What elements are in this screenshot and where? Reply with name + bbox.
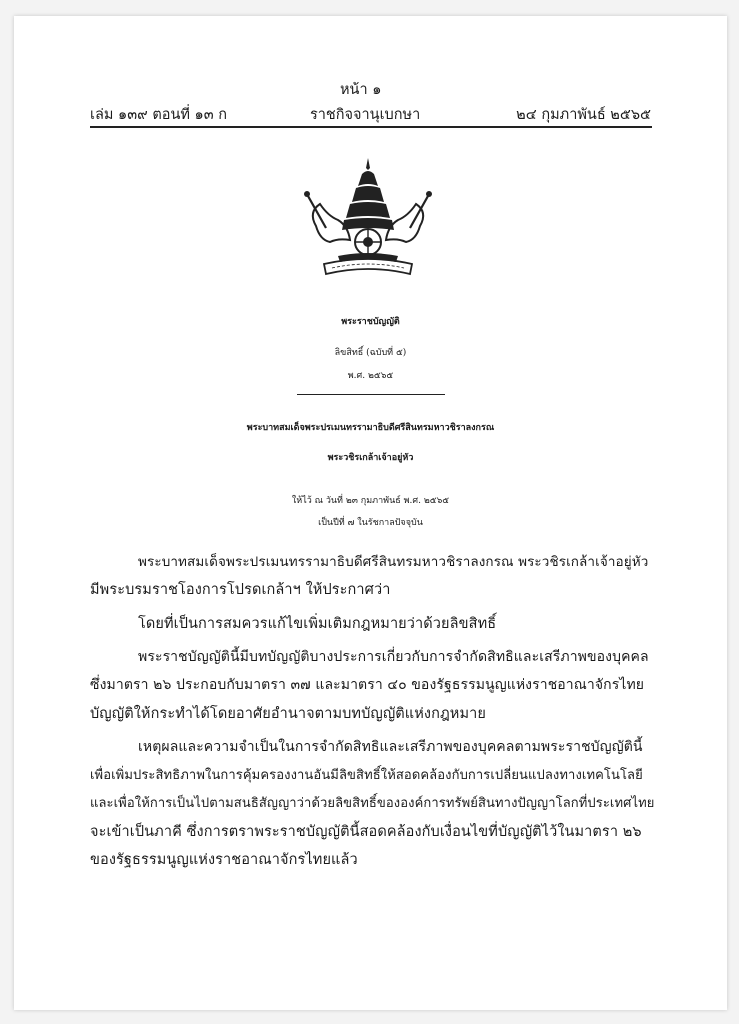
gazette-date: ๒๔ กุมภาพันธ์ ๒๕๖๕ <box>516 107 651 123</box>
document-page <box>14 16 727 1010</box>
paragraph-4-line-2: เพื่อเพิ่มประสิทธิภาพในการคุ้มครองงานอันมีลิขสิทธิ์ให้สอดคล้องกับการเปลี่ยนแปลงทางเทคโนโลยี <box>90 768 643 783</box>
act-year: พ.ศ. ๒๕๖๕ <box>347 371 394 381</box>
paragraph-3-line-3: บัญญัติให้กระทำได้โดยอาศัยอำนาจตามบทบัญญัติแห่งกฎหมาย <box>90 706 486 722</box>
given-date: ให้ไว้ ณ วันที่ ๒๓ กุมภาพันธ์ พ.ศ. ๒๕๖๕ <box>291 496 450 506</box>
king-name-line-2: พระวชิรเกล้าเจ้าอยู่หัว <box>327 453 414 463</box>
paragraph-4-line-5: ของรัฐธรรมนูญแห่งราชอาณาจักรไทยแล้ว <box>90 852 358 868</box>
reign-year: เป็นปีที่ ๗ ในรัชกาลปัจจุบัน <box>318 518 423 528</box>
paragraph-3-line-2: ซึ่งมาตรา ๒๖ ประกอบกับมาตรา ๓๗ และมาตรา ๔๐ ของรัฐธรรมนูญแห่งราชอาณาจักรไทย <box>90 677 645 693</box>
gazette-publication: ราชกิจจานุเบกษา <box>310 107 421 123</box>
king-name-line-1: พระบาทสมเด็จพระปรเมนทรรามาธิบดีศรีสินทรมหาวชิราลงกรณ <box>246 423 495 433</box>
paragraph-4-line-4: จะเข้าเป็นภาคี ซึ่งการตราพระราชบัญญัตินี้สอดคล้องกับเงื่อนไขที่บัญญัติไว้ในมาตรา ๒๖ <box>90 824 642 840</box>
paragraph-3-line-1: พระราชบัญญัตินี้มีบทบัญญัติบางประการเกี่ยวกับการจำกัดสิทธิและเสรีภาพของบุคคล <box>138 649 649 665</box>
page-number: หน้า ๑ <box>340 82 382 98</box>
title-rule <box>297 394 445 395</box>
act-title: พระราชบัญญัติ <box>341 317 400 327</box>
paragraph-2: โดยที่เป็นการสมควรแก้ไขเพิ่มเติมกฎหมายว่าด้วยลิขสิทธิ์ <box>138 616 497 632</box>
royal-garuda-emblem-icon <box>298 156 438 276</box>
paragraph-4-line-3: และเพื่อให้การเป็นไปตามสนธิสัญญาว่าด้วยลิขสิทธิ์ขององค์การทรัพย์สินทางปัญญาโลกที่ประเทศไทย <box>90 796 655 811</box>
act-name: ลิขสิทธิ์ (ฉบับที่ ๕) <box>334 348 407 358</box>
paragraph-1-line-2: มีพระบรมราชโองการโปรดเกล้าฯ ให้ประกาศว่า <box>90 582 391 598</box>
header-rule <box>90 126 652 128</box>
paragraph-4-line-1: เหตุผลและความจำเป็นในการจำกัดสิทธิและเสรีภาพของบุคคลตามพระราชบัญญัตินี้ <box>138 739 643 755</box>
gazette-volume: เล่ม ๑๓๙ ตอนที่ ๑๓ ก <box>90 107 228 123</box>
paragraph-1-line-1: พระบาทสมเด็จพระปรเมนทรรามาธิบดีศรีสินทรมหาวชิราลงกรณ พระวชิรเกล้าเจ้าอยู่หัว <box>138 554 649 570</box>
